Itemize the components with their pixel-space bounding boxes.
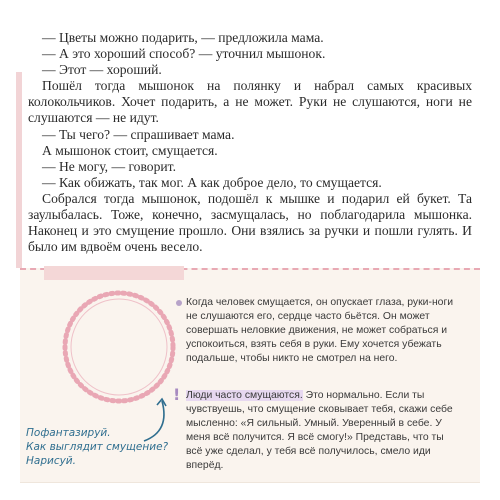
drawing-prompt — [26, 426, 186, 468]
fact-paragraph-2-text: Это нормально. Если ты чувствуешь, что смущение сковывает тебя, скажи себе мысленно: «Я сильный. Умный. Уверенный в себе. У меня всё получится. Я всё смогу!» Представь, что ты всё уже сделал, у тебя всё получилось, смело иди вперёд. — [186, 390, 453, 471]
story-paragraph: — Этот — хороший. — [42, 62, 162, 78]
story-paragraph: — Не могу, — говорит. — [42, 158, 176, 174]
decorative-side-strip — [16, 72, 22, 268]
hint-line: Как выглядит смущение? — [26, 441, 169, 453]
highlighted-phrase: Люди часто смущаются. — [186, 390, 303, 401]
bullet-dot-icon — [176, 300, 182, 306]
card-tape-strip — [44, 266, 184, 280]
story-paragraph: А мышонок стоит, смущается. — [42, 142, 218, 158]
drawing-frame-circle — [60, 288, 181, 406]
story-paragraph: Собрался тогда мышонок, подошёл к мышке и подарил ей букет. Та заулыбалась. Тоже, конечно, засмущалась, но поблагодарила мышонка. Наконец и это смущение прошло. Они взялись за ручки и пошли гулять. И было им вдвоём очень весело. — [28, 190, 472, 255]
story-text — [28, 30, 472, 255]
story-paragraph: — Как обижать, так мог. А как доброе дело, то смущается. — [42, 174, 382, 190]
exclamation-icon: ! — [173, 385, 181, 404]
story-paragraph: — Ты чего? — спрашивает мама. — [42, 126, 235, 142]
hint-line: Пофантазируй. — [26, 427, 111, 439]
fact-paragraph-2 — [186, 389, 462, 473]
fact-paragraph-1: Когда человек смущается, он опускает глаза, руки-ноги не слушаются его, сердце часто бьётся. Он может совершать неловкие движения, не может собраться и успокоиться, взять себя в руки. Ему хочется убежать подальше, чтобы никто не смотрел на него. — [186, 297, 454, 364]
hint-line: Нарисуй. — [26, 455, 76, 467]
story-paragraph: — А это хороший способ? — уточнил мышонок. — [42, 46, 326, 62]
story-paragraph: — Цветы можно подарить, — предложила мама. — [42, 30, 324, 45]
story-paragraph: Пошёл тогда мышонок на полянку и набрал самых красивых колокольчиков. Хочет подарить, а не может. Руки не слушаются, ноги не слушаются — не идут. — [28, 78, 472, 126]
